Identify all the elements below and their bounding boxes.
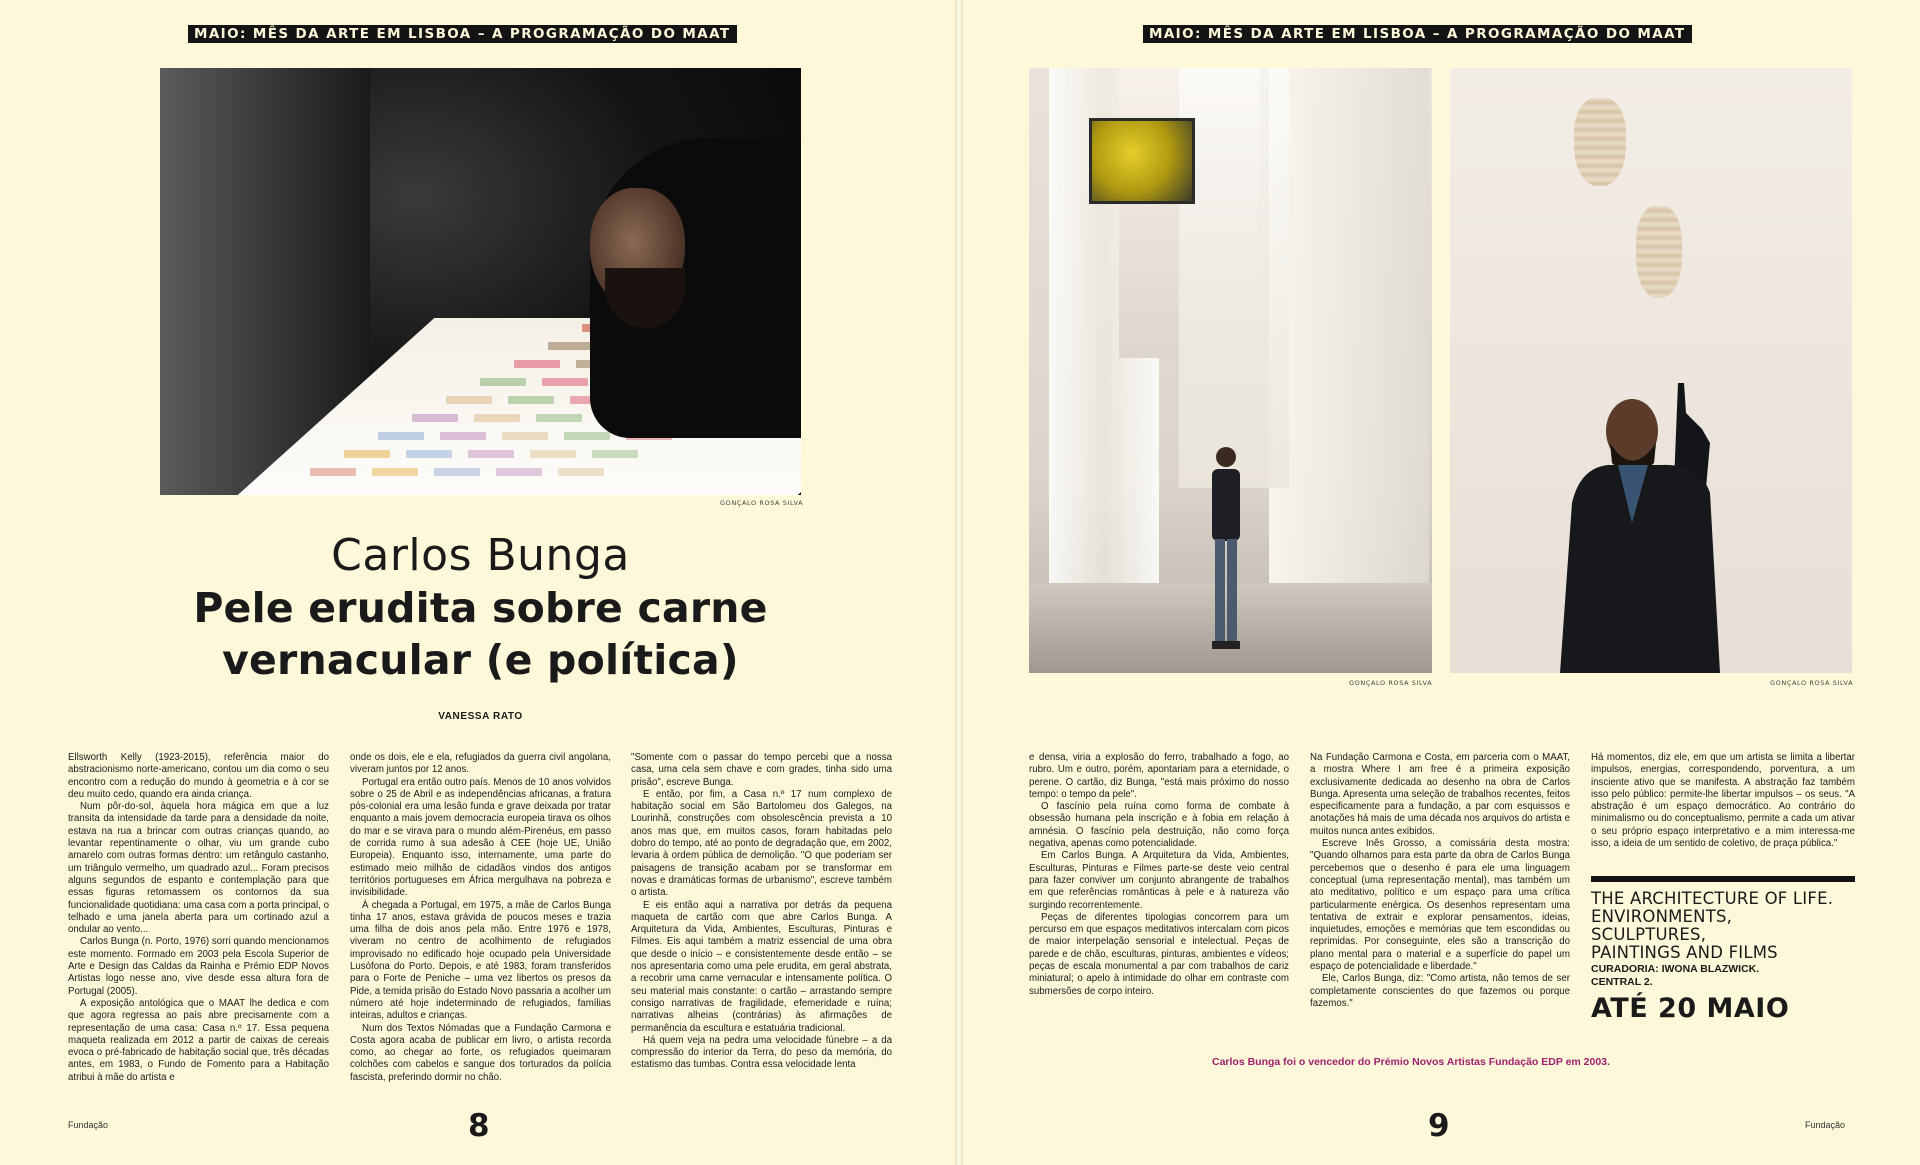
article-byline: VANESSA RATO — [438, 711, 523, 722]
paragraph: O fascínio pela ruína como forma de combate à obsessão humana pela inscrição e à fobia em relação à amnésia. O fascínio pela destruição, não como força negativa, apenas como potencialidade. — [1029, 801, 1289, 850]
slide-strip — [548, 342, 594, 350]
slide-strip — [372, 468, 418, 476]
yellow-painting-icon — [1089, 118, 1195, 204]
article-column-3 — [631, 752, 892, 1072]
page-8 — [0, 0, 955, 1165]
paragraph: Há momentos, diz ele, em que um artista se limita a libertar impulsos, energias, correspondendo, porventura, a um insciente ativo que se manifesta. A abstração faz também isso pelo público: permite-lhe libertar impulsos – os seus. "A abstração é um espaço democrático. Ao contrário do minimalismo ou do conceptualismo, permite a cada um ativar o seu próprio espaço interpretativo e a mim interessa-me isso, a ideia de um sentido de coletivo, de praça pública." — [1591, 752, 1855, 850]
factbox-title-line: PAINTINGS AND FILMS — [1591, 943, 1778, 962]
article-headline — [160, 582, 801, 686]
slide-strip — [558, 468, 604, 476]
hanging-sculpture-icon — [1636, 206, 1682, 298]
headline-line-2: vernacular (e política) — [222, 636, 739, 684]
paragraph: Há quem veja na pedra uma velocidade fúnebre – a da compressão do interior da Terra, do peso da memória, do estatismo das tumbas. Contra essa velocidade lenta — [631, 1034, 892, 1071]
slide-strip — [564, 432, 610, 440]
paragraph: Em Carlos Bunga. A Arquitetura da Vida, Ambientes, Esculturas, Pinturas e Filmes parte-se deste veio central para fazer conviver um conjunto abrangente de trabalhos em que referências românticas à pele e à natureza vão surgindo recorrentemente. — [1029, 850, 1289, 911]
section-header: MAIO: MÊS DA ARTE EM LISBOA – A PROGRAMAÇÃO DO MAAT — [188, 25, 737, 43]
slide-strip — [406, 450, 452, 458]
paragraph: Portugal era então outro país. Menos de 10 anos volvidos sobre o 25 de Abril e as independências africanas, a fratura pós-colonial era uma lesão funda e grave deixada por tratar enquanto a mais jovem democracia europeia tirava os olhos do mar e se virava para o mundo além-Pirenéus, em passo de corrida rumo à sua adesão à CEE (hoje UE, União Europeia). Enquanto isso, internamente, uma parte do estimado meio milhão de cidadãos vindos dos antigos territórios portugueses em África mergulhava na pobreza e invisibilidade. — [350, 776, 611, 899]
paragraph: Na Fundação Carmona e Costa, em parceria com o MAAT, a mostra Where I am free é a primeira exposição exclusivamente dedicada ao desenho na obra de Carlos Bunga. Apresenta uma seleção de trabalhos recentes, feitos especificamente para a fundação, a par com esquissos e anotações há mais de uma década nos arquivos do artista e muitos nunca antes exibidos. — [1310, 752, 1570, 837]
slide-strip — [508, 396, 554, 404]
article-column-1 — [68, 752, 329, 1084]
exhibition-factbox — [1591, 876, 1855, 1024]
slide-strip — [536, 414, 582, 422]
person-pointing-icon — [1560, 383, 1750, 673]
factbox-date: ATÉ 20 MAIO — [1591, 993, 1790, 1024]
slide-strip — [496, 468, 542, 476]
article-column-4 — [1029, 752, 1289, 998]
slide-strip — [514, 360, 560, 368]
hanging-sculpture-icon — [1574, 98, 1626, 186]
factbox-location: CENTRAL 2. — [1591, 976, 1653, 988]
slide-strip — [344, 450, 390, 458]
slide-strip — [592, 450, 638, 458]
factbox-curator: CURADORIA: IWONA BLAZWICK. — [1591, 963, 1760, 975]
article-artist-name: Carlos Bunga — [331, 530, 630, 581]
paragraph: Ele, Carlos Bunga, diz: "Como artista, não temos de ser completamente conscientes do que fazemos ou porque fazemos." — [1310, 973, 1570, 1009]
prize-footnote: Carlos Bunga foi o vencedor do Prémio Novos Artistas Fundação EDP em 2003. — [1212, 1056, 1610, 1068]
factbox-title-line: THE ARCHITECTURE OF LIFE. — [1591, 889, 1834, 908]
factbox-title-line: ENVIRONMENTS, — [1591, 907, 1733, 926]
paragraph: Num pôr-do-sol, àquela hora mágica em que a luz transita da intensidade da tarde para a densidade da noite, estava na rua a brincar com outras crianças quando, ao levantar repentinamente o olhar, viu um grande cubo amarelo com outras formas dentro: um retângulo castanho, um triângulo vermelho, um quadrado azul... Foram precisos alguns segundos de espanto e contemplação para que essas figuras retomassem os contornos da sua funcionalidade quotidiana: uma casa com a porta principal, o telhado e uma janela aberta para um cortinado azul a ondular ao vento... — [68, 801, 329, 936]
photo-credit: GONÇALO ROSA SILVA — [720, 499, 804, 507]
slide-strip — [502, 432, 548, 440]
headline-line-1: Pele erudita sobre carne — [193, 584, 768, 632]
paragraph: onde os dois, ele e ela, refugiados da guerra civil angolana, viveram juntos por 12 anos. — [350, 752, 611, 776]
photo-artist-curtains — [1029, 68, 1432, 673]
slide-strip — [446, 396, 492, 404]
page-number-8: 8 — [468, 1108, 490, 1144]
article-column-6 — [1591, 752, 1855, 850]
folio-right: Fundação — [1805, 1120, 1846, 1130]
paragraph: À chegada a Portugal, em 1975, a mãe de Carlos Bunga tinha 17 anos, estava grávida de poucos meses e trazia uma filha de dois anos pela mão. Entre 1976 e 1978, viveram no centro de acolhimento de refugiados improvisado no edificado hoje ocupado pela Universidade Lusófona do Porto. Depois, e até 1983, foram transferidos para o Forte de Peniche – uma vez libertos os presos da Pide, a temida prisão do Estado Novo passaria a acolher um número até hoje indeterminado de refugiados, famílias inteiras, adultos e crianças. — [350, 899, 611, 1022]
slide-strip — [434, 468, 480, 476]
slide-strip — [530, 450, 576, 458]
paragraph: Carlos Bunga (n. Porto, 1976) sorri quando mencionamos este momento. Formado em 2003 pela Escola Superior de Arte e Design das Caldas da Rainha e Prémio EDP Novos Artistas logo nesse ano, vive desde essa altura fora de Portugal (2005). — [68, 936, 329, 997]
slide-strip — [542, 378, 588, 386]
slide-strip — [378, 432, 424, 440]
photo-credit: GONÇALO ROSA SILVA — [1349, 679, 1433, 687]
paragraph: e densa, viria a explosão do ferro, trabalhado a fogo, ao rubro. Um e outro, porém, apontariam para a eternidade, o perene. O cartão, diz Bunga, "está mais próximo do nosso tempo: o tempo da pele". — [1029, 752, 1289, 800]
article-column-5 — [1310, 752, 1570, 1010]
paragraph: A exposição antológica que o MAAT lhe dedica e com que agora regressa ao país abre precisamente com a representação de uma casa: Casa n.º 17. Essa pequena maqueta realizada em 2012 a partir de caixas de cereais evoca o pré-fabricado de habitação social que, três décadas antes, em 1983, o Fundo de Fomento para a Habitação atribui à mãe do artista e — [68, 997, 329, 1083]
slide-strip — [412, 414, 458, 422]
slide-strip — [480, 378, 526, 386]
spine-gutter — [955, 0, 963, 1165]
slide-strip — [310, 468, 356, 476]
paragraph: Escreve Inês Grosso, a comissária desta mostra: "Quando olhamos para esta parte da obra de Carlos Bunga percebemos que o desenho é para ele uma linguagem conceptual (uma representação mental), mas também um ato meditativo, político e um espaço para uma crítica particularmente enérgica. Os desenhos representam uma tentativa de extrair e explorar pensamentos, ideias, inquietudes, emoções e memórias que tem escondidas ou reprimidas. Por conseguinte, eles são a transcrição do plano mental para o material e a superfície do papel um espaço de potencialidade e liberdade." — [1310, 838, 1570, 973]
factbox-title — [1591, 890, 1855, 962]
photo-credit: GONÇALO ROSA SILVA — [1770, 679, 1854, 687]
paragraph: Num dos Textos Nómadas que a Fundação Carmona e Costa agora acaba de publicar em livro, o artista recorda como, ao chegar ao forte, os refugiados queimaram colchões com cabelos e sangue dos torturados da polícia fascista, preferindo dormir no chão. — [350, 1022, 611, 1083]
section-header: MAIO: MÊS DA ARTE EM LISBOA – A PROGRAMAÇÃO DO MAAT — [1143, 25, 1692, 43]
paragraph: Peças de diferentes tipologias concorrem para um percurso em que espaços meditativos intercalam com picos de maior interpelação sensorial e intelectual. Peças de parede e de chão, esculturas, pinturas, ambientes e vídeos; peças de escala monumental a par com trabalhos de cariz miniatural; o apelo à intimidade do olhar em contraste com submersões de corpo inteiro. — [1029, 911, 1289, 997]
person-figure-icon — [1202, 443, 1250, 653]
paragraph: "Somente com o passar do tempo percebi que a nossa casa, uma cela sem chave e com grades, tinha sido uma prisão", escreve Bunga. — [631, 752, 892, 788]
folio-left: Fundação — [68, 1120, 109, 1130]
paragraph: Ellsworth Kelly (1923-2015), referência maior do abstracionismo norte-americano, contou um dia como o seu encontro com a redução do mundo à geometria e à cor se deu muito cedo, quando era ainda criança. — [68, 752, 329, 800]
paragraph: E eis então aqui a narrativa por detrás da pequena maqueta de cartão com que abre Carlos Bunga. A Arquitetura da Vida, Ambientes, Esculturas, Pinturas e Filmes. Eis aqui também a matriz essencial de uma obra que desde o início – e consistentemente desde então – se nos apresentaria como uma pele erudita, em geral abstrata, a recobrir uma carne vernacular e intensamente política. O seu material mais constante: o cartão – arrastando sempre consigo narrativas de fragilidade, efemeridade e ruína; narrativas alheias (contrárias) às afirmações de permanência da escultura e estatuária tradicional. — [631, 899, 892, 1034]
paragraph: E então, por fim, a Casa n.º 17 num complexo de habitação social em São Bartolomeu dos Galegos, na Lourinhã, construções com obsolescência prevista a 10 anos mas que, em muitos casos, foram habitadas pelo dobro do tempo, até ao ponto de degradação que, em 2002, levaria à ordem pública de demolição. "O que poderiam ser paisagens de transição acabam por se transformar em novas e dramáticas formas de urbanismo", escreve também o artista. — [631, 788, 892, 899]
photo-artist-light-table — [160, 68, 801, 495]
slide-strip — [468, 450, 514, 458]
slide-strip — [440, 432, 486, 440]
page-number-9: 9 — [1428, 1108, 1450, 1144]
article-column-2 — [350, 752, 611, 1084]
slide-strip — [474, 414, 520, 422]
factbox-title-line: SCULPTURES, — [1591, 925, 1707, 944]
photo-artist-pointing — [1450, 68, 1852, 673]
